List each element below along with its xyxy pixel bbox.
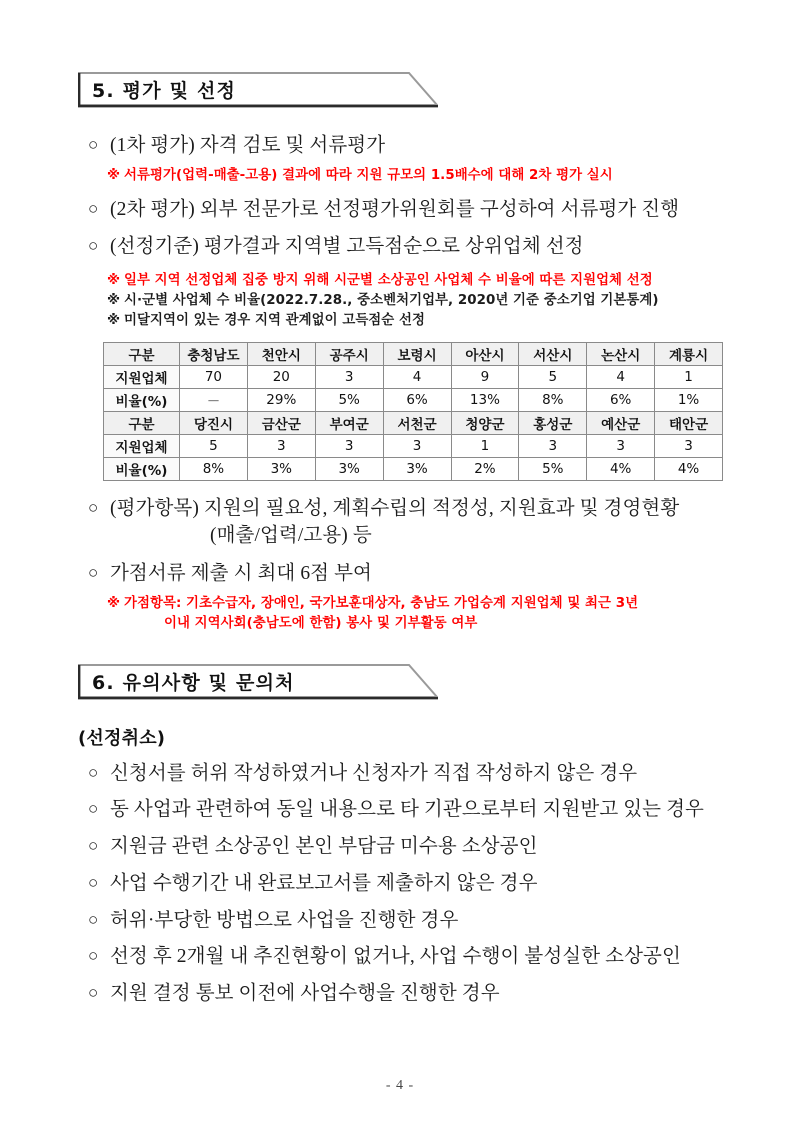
reference-mark-icon: ※	[107, 167, 121, 183]
table-cell: 3%	[383, 457, 451, 480]
list-item	[88, 943, 800, 971]
table-cell: 9	[451, 365, 519, 388]
reference-mark-icon: ※	[107, 293, 121, 309]
table-cell: 1	[655, 365, 723, 388]
table-cell: 태안군	[655, 411, 723, 434]
note-text: 서류평가(업력-매출-고용) 결과에 따라 지원 규모의 1.5배수에 대해 2차 평가 실시	[124, 167, 613, 183]
table-cell: 3	[519, 434, 587, 457]
table-row-header: 비율(%)	[104, 388, 180, 411]
table-row-header: 지원업체	[104, 365, 180, 388]
table-cell: 5%	[519, 457, 587, 480]
table-cell: 13%	[451, 388, 519, 411]
table-cell: 6%	[587, 388, 655, 411]
table-cell: 5	[519, 365, 587, 388]
section-5-banner	[78, 72, 800, 108]
list-item	[88, 907, 800, 935]
list-item	[88, 495, 800, 550]
reference-mark-icon: ※	[107, 313, 121, 329]
list-item-label: 지원 결정 통보 이전에 사업수행을 진행한 경우	[110, 982, 500, 1004]
section-6-banner	[78, 664, 800, 700]
table-cell: 3	[315, 434, 383, 457]
list-item-label: 동 사업과 관련하여 동일 내용으로 타 기관으로부터 지원받고 있는 경우	[110, 799, 704, 821]
circle-bullet-icon: ○	[88, 799, 99, 819]
circle-bullet-icon: ○	[88, 497, 99, 517]
list-item	[88, 796, 800, 824]
circle-bullet-icon: ○	[88, 946, 99, 966]
circle-bullet-icon: ○	[88, 135, 99, 154]
table-cell: 3	[247, 434, 315, 457]
table-cell: 1	[451, 434, 519, 457]
list-item	[88, 560, 800, 588]
table-cell: 4%	[655, 457, 723, 480]
list-item-label: (평가항목) 지원의 필요성, 계획수립의 적정성, 지원효과 및 경영현황	[110, 497, 680, 519]
table-cell: 20	[247, 365, 315, 388]
list-item	[88, 833, 800, 861]
note-text: 일부 지역 선정업체 집중 방지 위해 시군별 소상공인 사업체 수 비율에 따른 지원업체 선정	[124, 273, 653, 289]
note-line	[107, 166, 800, 186]
note-line	[107, 291, 800, 311]
support-quota-table	[103, 342, 723, 481]
sub-heading-cancellation: (선정취소)	[78, 727, 166, 749]
list-item	[88, 196, 800, 224]
table-cell: 5	[180, 434, 248, 457]
table-cell: 1%	[655, 388, 723, 411]
table-cell: 4	[383, 365, 451, 388]
table-cell: 공주시	[315, 342, 383, 365]
table-cell: 아산시	[451, 342, 519, 365]
table-cell: 4	[587, 365, 655, 388]
table-cell: 8%	[180, 457, 248, 480]
table-cell: 3	[383, 434, 451, 457]
table-cell: 천안시	[247, 342, 315, 365]
circle-bullet-icon: ○	[88, 872, 99, 892]
reference-mark-icon: ※	[107, 273, 121, 289]
table-cell: 3	[315, 365, 383, 388]
table-cell: 3	[587, 434, 655, 457]
table-row	[104, 457, 723, 480]
list-item	[88, 233, 800, 261]
list-item	[88, 980, 800, 1008]
table-cell: 당진시	[180, 411, 248, 434]
section-5-title: 5. 평가 및 선정	[92, 80, 237, 102]
table-cell: 2%	[451, 457, 519, 480]
list-item-label-line2: (매출/업력/고용) 등	[210, 525, 372, 547]
list-item-label: 허위·부당한 방법으로 사업을 진행한 경우	[110, 909, 459, 931]
page-number: - 4 -	[385, 1078, 415, 1093]
note-text-line2: 이내 지역사회(충남도에 한함) 봉사 및 기부활동 여부	[164, 615, 478, 631]
note-line	[107, 271, 800, 291]
table-cell: 70	[180, 365, 248, 388]
table-cell: 충청남도	[180, 342, 248, 365]
table-cell: 예산군	[587, 411, 655, 434]
table-row	[104, 342, 723, 365]
list-item	[88, 760, 800, 788]
list-item-label: 지원금 관련 소상공인 본인 부담금 미수용 소상공인	[110, 836, 538, 858]
circle-bullet-icon: ○	[88, 909, 99, 929]
table-cell: 부여군	[315, 411, 383, 434]
list-item-label: 가점서류 제출 시 최대 6점 부여	[110, 562, 372, 584]
table-cell: 금산군	[247, 411, 315, 434]
table-cell: 6%	[383, 388, 451, 411]
circle-bullet-icon: ○	[88, 982, 99, 1002]
note-line	[107, 594, 800, 634]
table-row-header: 지원업체	[104, 434, 180, 457]
circle-bullet-icon: ○	[88, 562, 99, 582]
table-row	[104, 365, 723, 388]
section-5-content	[0, 132, 800, 634]
table-row	[104, 434, 723, 457]
table-cell: －	[180, 388, 248, 411]
note-text: 시·군별 사업체 수 비율(2022.7.28., 중소벤처기업부, 2020년 기준 중소기업 기본통계)	[124, 293, 659, 309]
section-6-title: 6. 유의사항 및 문의처	[92, 671, 295, 694]
circle-bullet-icon: ○	[88, 836, 99, 856]
list-item-label: 선정 후 2개월 내 추진현황이 없거나, 사업 수행이 불성실한 소상공인	[110, 946, 681, 968]
note-text: 미달지역이 있는 경우 지역 관계없이 고득점순 선정	[124, 313, 425, 329]
list-item	[88, 870, 800, 898]
table-cell: 서천군	[383, 411, 451, 434]
table-cell: 3	[655, 434, 723, 457]
table-cell: 5%	[315, 388, 383, 411]
list-item-label: (선정기준) 평가결과 지역별 고득점순으로 상위업체 선정	[110, 236, 584, 258]
table-row-header: 비율(%)	[104, 457, 180, 480]
circle-bullet-icon: ○	[88, 236, 99, 256]
table-cell: 3%	[247, 457, 315, 480]
table-cell: 구분	[104, 411, 180, 434]
list-item-label: (2차 평가) 외부 전문가로 선정평가위원회를 구성하여 서류평가 진행	[110, 198, 680, 220]
table-cell: 청양군	[451, 411, 519, 434]
table-cell: 서산시	[519, 342, 587, 365]
list-item-label: (1차 평가) 자격 검토 및 서류평가	[110, 135, 386, 156]
table-row	[104, 411, 723, 434]
circle-bullet-icon: ○	[88, 762, 99, 782]
table-cell: 8%	[519, 388, 587, 411]
table-cell: 논산시	[587, 342, 655, 365]
note-line	[107, 311, 800, 331]
list-item-label: 사업 수행기간 내 완료보고서를 제출하지 않은 경우	[110, 872, 538, 894]
circle-bullet-icon: ○	[88, 198, 99, 218]
table-row	[104, 388, 723, 411]
section-6-content	[0, 760, 800, 1008]
table-cell: 3%	[315, 457, 383, 480]
reference-mark-icon: ※	[107, 595, 121, 611]
table-cell: 구분	[104, 342, 180, 365]
table-cell: 보령시	[383, 342, 451, 365]
note-text: 가점항목: 기초수급자, 장애인, 국가보훈대상자, 충남도 가업승계 지원업체 및 최근 3년	[124, 595, 639, 611]
table-cell: 4%	[587, 457, 655, 480]
table-cell: 29%	[247, 388, 315, 411]
table-cell: 계룡시	[655, 342, 723, 365]
table-cell: 홍성군	[519, 411, 587, 434]
list-item	[88, 132, 800, 160]
list-item-label: 신청서를 허위 작성하였거나 신청자가 직접 작성하지 않은 경우	[110, 762, 638, 784]
